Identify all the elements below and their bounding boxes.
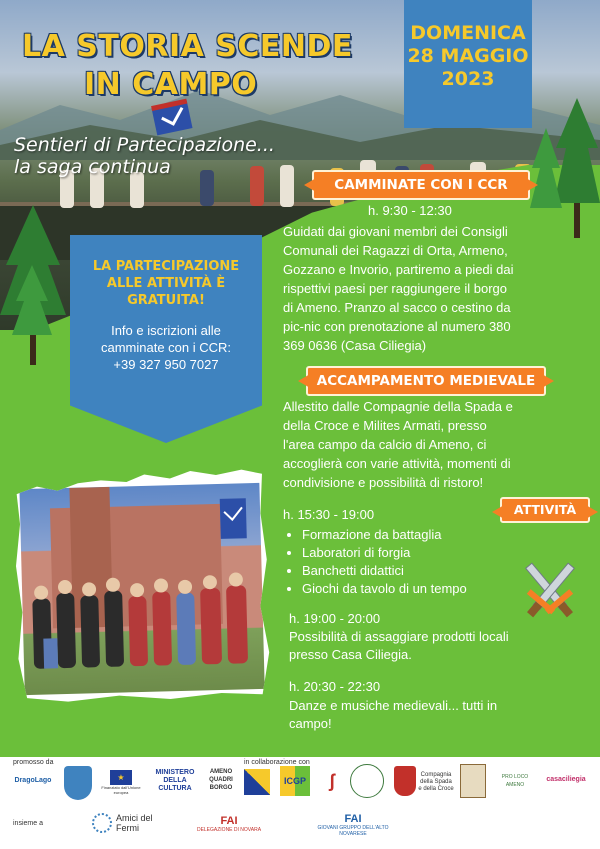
attivita-line: campo! (289, 716, 332, 731)
tree-icon (526, 98, 600, 238)
date-month: 28 MAGGIO (407, 45, 529, 67)
accampamento-line: Allestito dalle Compagnie della Spada e (283, 399, 513, 414)
attivita-time-1: h. 15:30 - 19:00 (283, 507, 375, 522)
date-box (404, 0, 532, 128)
collab-label: in collaborazione con (244, 759, 310, 766)
info-body-line-1: Info e iscrizioni alle (111, 323, 221, 338)
camminate-line: Gozzano e Invorio, partiremo a piedi dai (283, 262, 514, 277)
logo-ministero: MINISTERO DELLA CULTURA (155, 769, 195, 792)
logo-collab-1 (244, 769, 270, 795)
title-line-2: IN CAMPO (84, 67, 258, 102)
logo-amici-text: Amici del Fermi (116, 813, 153, 833)
logo-fai2: FAI (344, 813, 362, 825)
logo-eu (100, 767, 142, 797)
subtitle-line-1: Sentieri di Partecipazione... (14, 134, 275, 156)
logo-fai1-sub: DELEGAZIONE DI NOVARA (196, 827, 262, 833)
photo-illustration (19, 483, 264, 695)
info-headline-line-1: LA PARTECIPAZIONE (92, 259, 240, 274)
promoted-label: promosso da (13, 759, 54, 766)
info-body-line-2: camminate con i CCR: (100, 340, 232, 355)
photo-scene (19, 483, 264, 695)
accampamento-line: della Croce e Milites Armati, presso (283, 418, 487, 433)
list-item: • Giochi da tavolo di un tempo (302, 580, 546, 598)
subtitle (14, 134, 354, 178)
together-label: insieme a (13, 820, 43, 827)
camminate-line: Comunali dei Ragazzi di Orta, Armeno, (283, 243, 508, 258)
eu-flag-icon: ★ (110, 770, 132, 785)
accampamento-line: condivisione e possibilità di ristoro! (283, 475, 484, 490)
accampamento-line: accoglierà con varie attività, momenti di (283, 456, 511, 471)
list-item: • Banchetti didattici (302, 562, 546, 580)
info-headline (76, 258, 256, 309)
amici-fermi-icon (92, 813, 112, 833)
ribbon-attivita: ATTIVITÀ (500, 497, 590, 523)
date-year: 2023 (441, 68, 495, 90)
ribbon-accampamento: ACCAMPAMENTO MEDIEVALE (306, 366, 546, 396)
subtitle-line-2: la saga continua (14, 156, 171, 178)
crossed-swords-icon (508, 558, 592, 624)
logo-dragolago: DragoLago (14, 777, 52, 784)
logo-icgp: ICGP (280, 766, 310, 796)
list-item: • Formazione da battaglia (302, 526, 546, 544)
attivita-line: Possibilità di assaggiare prodotti locali (289, 629, 509, 644)
activities-list (286, 526, 546, 598)
logo-fai-novara (194, 808, 264, 840)
logo-comune-crest (64, 766, 92, 800)
camminate-line: di Ameno. Pranzo al sacco o cestino da (283, 300, 511, 315)
logo-proloco: PRO LOCO AMENO (501, 774, 529, 788)
camminate-line: pic-nic con prenotazione al numero 380 (283, 319, 511, 334)
camminate-line: 369 0636 (Casa Ciliegia) (283, 338, 427, 353)
logo-collab-4 (350, 764, 384, 798)
list-item: • Laboratori di forgia (302, 544, 546, 562)
accampamento-line: l'area campo da calcio di Ameno, ci (283, 437, 487, 452)
logo-collab-5-crest (394, 766, 416, 796)
attivita-text-3 (289, 697, 589, 733)
info-body (76, 322, 256, 373)
title-line-1: LA STORIA SCENDE (22, 29, 353, 64)
logo-fai2-sub: GIOVANI GRUPPO DELL'ALTO NOVARESE (317, 825, 389, 837)
camminate-line: Guidati dai giovani membri dei Consigli (283, 224, 508, 239)
logo-eu-text: Finanziato dall'Unione europea (101, 784, 141, 795)
tree-icon (12, 265, 52, 360)
accampamento-text (283, 397, 583, 492)
logo-collab-6 (460, 764, 486, 798)
attivita-text-2 (289, 628, 589, 664)
medieval-group-photo (11, 467, 273, 706)
ribbon-camminate: CAMMINATE CON I CCR (312, 170, 530, 200)
logo-amici-fermi (92, 810, 172, 836)
logo-ameno: AMENO QUADRI BORGO (209, 769, 233, 791)
logo-fai1: FAI (220, 815, 238, 827)
camminate-text (283, 222, 583, 355)
page-title (22, 28, 382, 104)
camminate-line: rispettivi paesi per raggiungere il borgo (283, 281, 508, 296)
info-headline-line-3: GRATUITA! (127, 293, 205, 308)
logo-fai-giovani (308, 808, 398, 842)
camminate-time: h. 9:30 - 12:30 (368, 203, 452, 218)
logo-casaciliegia: casaciliegia (546, 776, 586, 783)
date-day: DOMENICA (410, 22, 526, 44)
logo-collab-3: ʃ (329, 771, 335, 791)
attivita-time-2: h. 19:00 - 20:00 (289, 611, 381, 626)
logo-compagnia: Compagnia della Spada e della Croce (418, 771, 454, 792)
info-phone: +39 327 950 7027 (113, 357, 219, 372)
attivita-line: presso Casa Ciliegia. (289, 647, 412, 662)
info-headline-line-2: ALLE ATTIVITÀ È (106, 276, 226, 291)
attivita-time-3: h. 20:30 - 22:30 (289, 679, 381, 694)
attivita-line: Danze e musiche medievali... tutti in (289, 698, 498, 713)
